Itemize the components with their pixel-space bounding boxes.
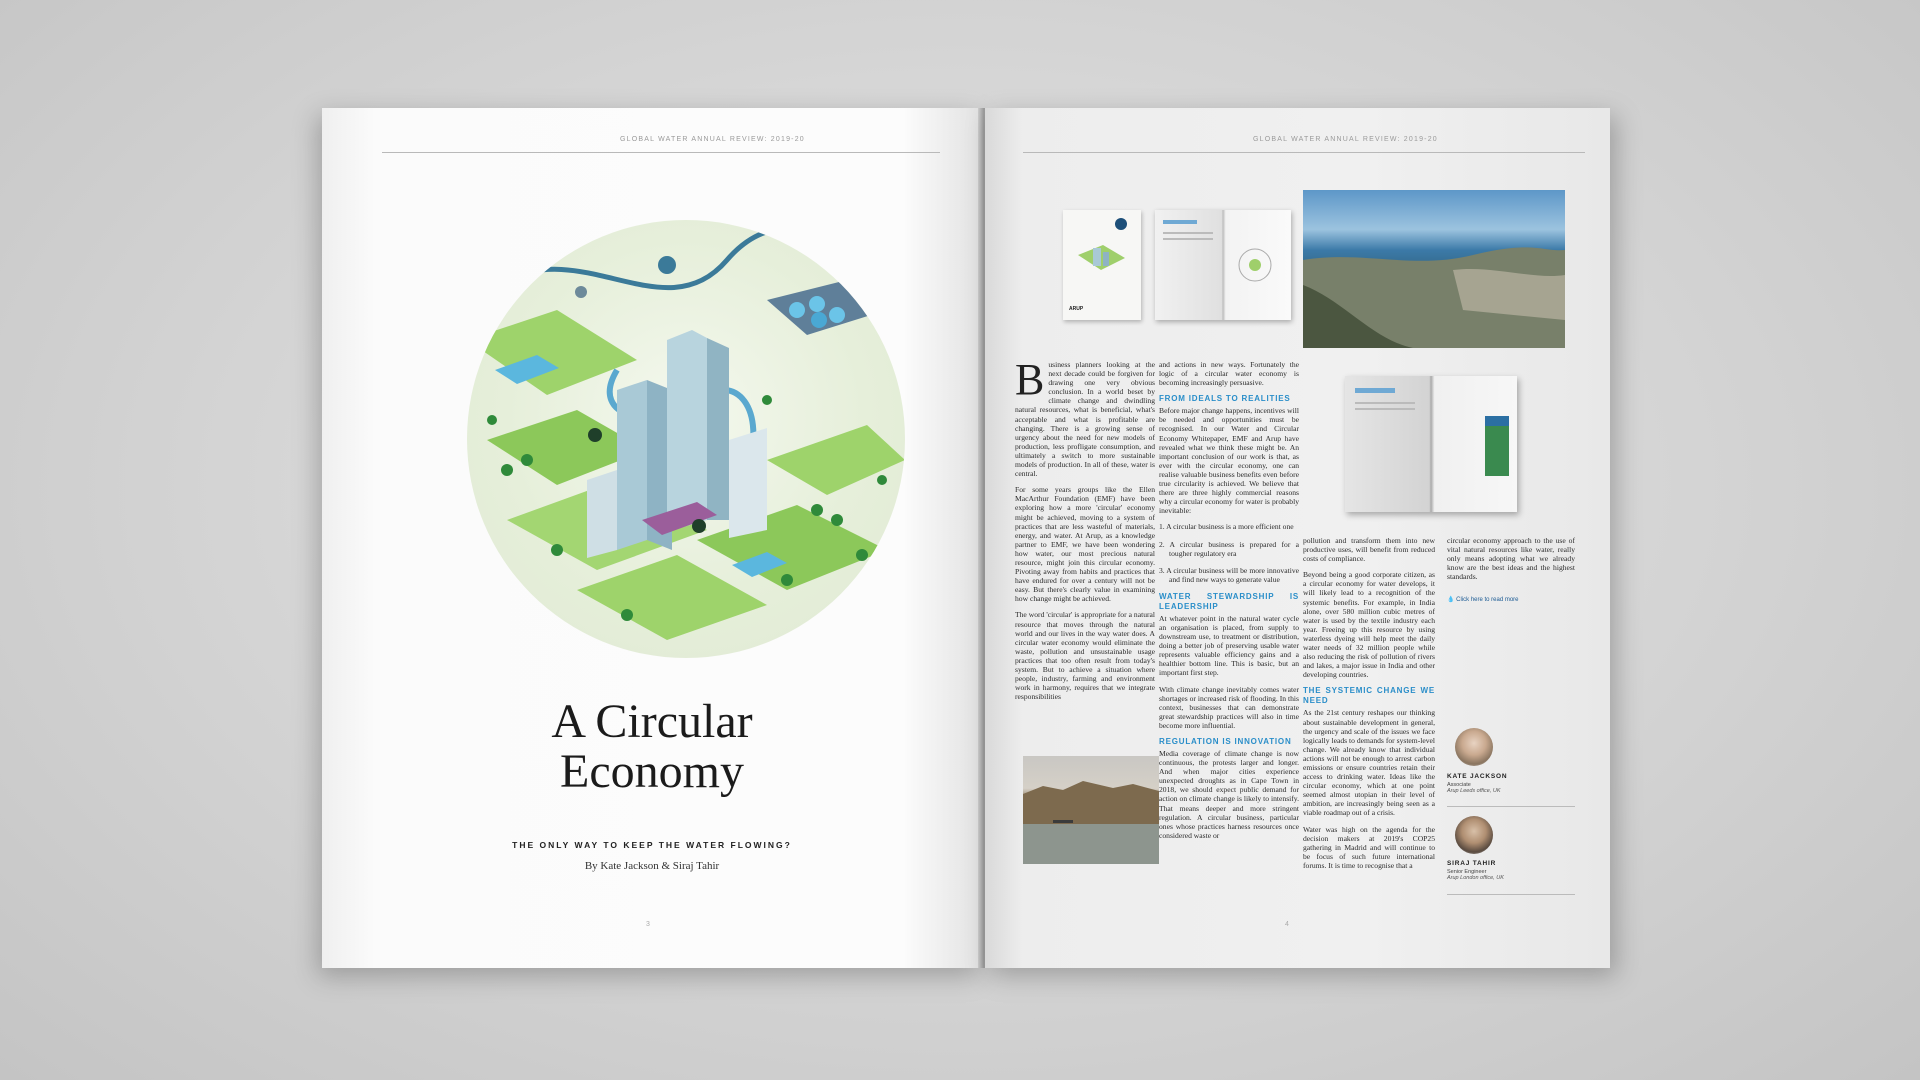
report-inner-spread[interactable] — [1345, 376, 1517, 512]
section-heading: REGULATION IS INNOVATION — [1159, 737, 1292, 746]
list-item: 2. A circular business is prepared for a tougher regulatory era — [1159, 539, 1299, 558]
report-inner-graphic — [1345, 376, 1517, 512]
body-paragraph: circular economy approach to the use of vital natural resources like water, really only means adopting what we already know are the best ideas and the highest standards. — [1447, 536, 1575, 582]
read-more-label: Click here to read more — [1456, 597, 1519, 603]
body-paragraph: The word 'circular' is appropriate for a natural resource that moves through the natural world and our lives in the way water does. A circular water economy would eliminate the waste, pollution and unsustainable usage practices that too often result from today's system. But to achieve a situation where people, industry, farming and environment work in harmony, requires that we integrate responsibilities — [1015, 610, 1155, 702]
body-paragraph: Media coverage of climate change is now continuous, the protests larger and longer. And when major cities experience unexpected droughts as in Cape Town in 2018, we should expect public demand for action on climate change is likely to intensify. That means deeper and more stringent regulation. A circular business, particular ones whose practices harness resources once considered waste or — [1159, 749, 1299, 840]
reasons-list — [1159, 522, 1299, 583]
author-office: Arup London office, UK — [1447, 875, 1504, 881]
author-divider — [1447, 806, 1575, 807]
running-head: GLOBAL WATER ANNUAL REVIEW: 2019-20 — [1253, 136, 1438, 143]
article-column-2 — [1159, 360, 1299, 847]
body-paragraph: pollution and transform them into new productive uses, will benefit from reduced costs of compliance. — [1303, 536, 1435, 564]
left-page — [322, 108, 982, 968]
author-office: Arup Leeds office, UK — [1447, 788, 1501, 794]
author-card-siraj — [1447, 860, 1504, 881]
body-paragraph: Before major change happens, incentives will be needed and opportunities must be recognised. In our Water and Circular Economy Whitepaper, EMF and Arup have revealed what we think these might be. An important conclusion of our work is that, as ever with the circular economy, one can realise valuable business benefits even before true circularity is achieved. We believe that there are three highly commercial reasons why a circular economy for water is probably inevitable: — [1159, 406, 1299, 516]
isometric-city-illustration — [467, 220, 905, 658]
article-column-3 — [1303, 536, 1435, 877]
siraj-tahir-avatar — [1455, 816, 1493, 854]
running-head: GLOBAL WATER ANNUAL REVIEW: 2019-20 — [620, 136, 805, 143]
article-byline: By Kate Jackson & Siraj Tahir — [584, 860, 720, 872]
article-kicker: THE ONLY WAY TO KEEP THE WATER FLOWING? — [512, 840, 792, 850]
list-item: 3. A circular business will be more innovative and find new ways to generate value — [1159, 565, 1299, 584]
body-paragraph: usiness planners looking at the next decade could be forgiven for drawing one very obvious conclusion. In a world beset by climate change and dwindling natural resources, what is beneficial, what's acceptable and what is profitable are changing. There is a growing sense of urgency about the need for new models of production, less profligate consumption, and ultimately a switch to more sustainable models of production. In all of these, water is central. — [1015, 360, 1155, 479]
article-title-line1: A Circular — [551, 695, 753, 748]
report-cover-graphic — [1063, 210, 1141, 320]
body-paragraph: At whatever point in the natural water cycle an organisation is placed, from supply to downstream use, to treatment or distribution, doing a better job of preserving usable water represents valuable efficiency gains and a healthier bottom line. This is basic, but an important first step. — [1159, 613, 1299, 678]
right-page — [985, 108, 1610, 968]
section-heading: WATER STEWARDSHIP IS LEADERSHIP — [1159, 591, 1299, 611]
body-paragraph: For some years groups like the Ellen MacArthur Foundation (EMF) have been exploring how a more 'circular' economy might be achieved, moving to a system of practices that are less wasteful of materials, energy, and water. At Arup, as a knowledge partner to EMF, we have been wondering how water, our most precious natural resource, might join this circular economy. Pivoting away from habits and practices that have endured for over a century will not be easy. But there's clearly value in examining how change might be achieved. — [1015, 485, 1155, 604]
section-heading: FROM IDEALS TO REALITIES — [1159, 394, 1291, 404]
illustration-graphic — [467, 220, 905, 658]
author-role: Senior Engineer — [1447, 869, 1487, 875]
header-rule — [1023, 152, 1585, 153]
page-number: 4 — [1285, 921, 1289, 928]
drop-cap: B — [1015, 355, 1045, 404]
report-spread-graphic — [1155, 210, 1291, 320]
author-card-kate — [1447, 773, 1507, 794]
author-divider — [1447, 894, 1575, 895]
body-paragraph: With climate change inevitably comes water shortages or increased risk of flooding. In this context, businesses that can demonstrate great stewardship practices will also in time become more influential. — [1159, 684, 1299, 730]
report-brand: ARUP — [1069, 306, 1084, 312]
body-paragraph: Water was high on the agenda for the decision makers at 2019's COP25 gathering in Madrid and will continue to be focus of such future international forums. It is time to recognise that a — [1303, 824, 1435, 870]
article-column-4 — [1447, 536, 1575, 588]
report-spread-thumbnail[interactable] — [1155, 210, 1291, 320]
kate-jackson-avatar — [1455, 728, 1493, 766]
author-name: SIRAJ TAHIR — [1447, 860, 1497, 867]
coastline-graphic — [1303, 190, 1565, 348]
article-title-line2: Economy — [560, 745, 744, 798]
river-ghats-photo — [1023, 756, 1159, 864]
coastal-city-photo — [1303, 190, 1565, 348]
body-paragraph: and actions in new ways. Fortunately the logic of a circular water economy is becoming increasingly persuasive. — [1159, 360, 1299, 388]
report-cover-thumbnail[interactable] — [1063, 210, 1141, 320]
body-paragraph: Beyond being a good corporate citizen, as a circular economy for water develops, it will likely lead to a recognition of the systemic benefits. For example, in India alone, over 580 million cubic metres of water is used by the textile industry each year. Freeing up this resource by using waterless dyeing will help meet the daily water needs of 32 million people while also reducing the risk of pollution of rivers and lakes, a major issue in India and other developing countries. — [1303, 570, 1435, 680]
body-paragraph: As the 21st century reshapes our thinking about sustainable development in general, the urgency and scale of the issues we face logically leads to demands for system-level change. We already know that individual actions will not be enough to arrest carbon emissions or ensure countries retain their access to drinking water. Ideas like the circular economy, which at one point seemed almost utopian in their level of ambition, are increasingly being seen as a viable roadmap out of a crisis. — [1303, 708, 1435, 818]
section-heading: THE SYSTEMIC CHANGE WE NEED — [1303, 686, 1435, 706]
author-role: Associate — [1447, 782, 1471, 788]
article-column-1 — [1015, 355, 1155, 708]
read-more-link[interactable] — [1447, 596, 1519, 603]
page-number: 3 — [646, 921, 650, 928]
list-item: 1. A circular business is a more efficient one — [1159, 522, 1294, 532]
ghats-graphic — [1023, 756, 1159, 864]
water-drop-icon: 💧 — [1447, 597, 1455, 603]
author-name: KATE JACKSON — [1447, 773, 1508, 780]
header-rule — [382, 152, 940, 153]
